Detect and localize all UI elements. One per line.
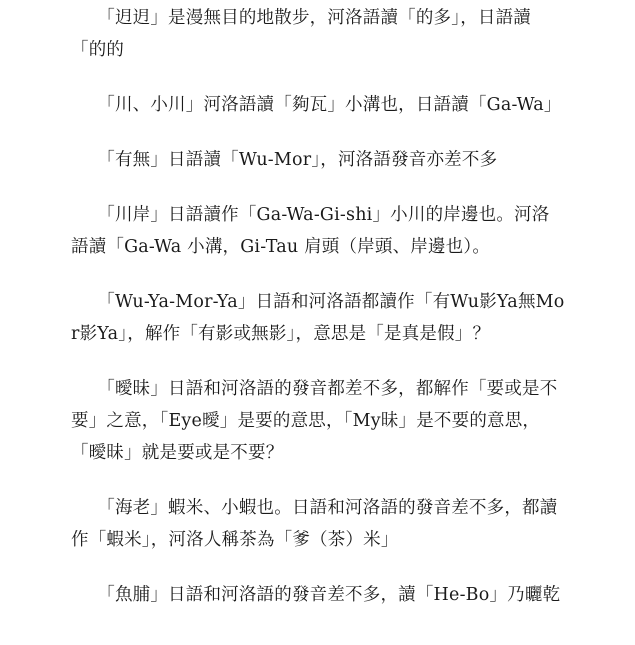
paragraph-6: 「曖昧」日語和河洛語的發音都差不多，都解作「要或是不要」之意，「Eye曖」是要的意思，「My昧」是不要的意思，「曖昧」就是要或是不要？: [71, 379, 558, 463]
document-body: [71, 0, 565, 634]
paragraph-5: 「Wu-Ya-Mor-Ya」日語和河洛語都讀作「有Wu影Ya無Mor影Ya」，解作「有影或無影」，意思是「是真是假」？: [71, 292, 565, 344]
paragraph-2: 「川、小川」河洛語讀「夠瓦」小溝也，日語讀「Ga-Wa」: [97, 95, 562, 115]
paragraph-8: 「魚脯」日語和河洛語的發音差不多，讀「He-Bo」乃曬乾: [97, 585, 561, 605]
paragraph-3: 「有無」日語讀「Wu-Mor」，河洛語發音亦差不多: [97, 150, 498, 170]
paragraph-1: 「迌迌」是漫無目的地散步，河洛語讀「的多」，日語讀「的的: [71, 8, 531, 60]
paragraph-4: 「川岸」日語讀作「Ga-Wa-Gi-shi」小川的岸邊也。河洛語讀「Ga-Wa 小溝，Gi-Tau 肩頭（岸頭、岸邊也）。: [71, 205, 550, 257]
paragraph-7: 「海老」蝦米、小蝦也。日語和河洛語的發音差不多，都讀作「蝦米」，河洛人稱茶為「爹（茶）米」: [71, 498, 558, 550]
